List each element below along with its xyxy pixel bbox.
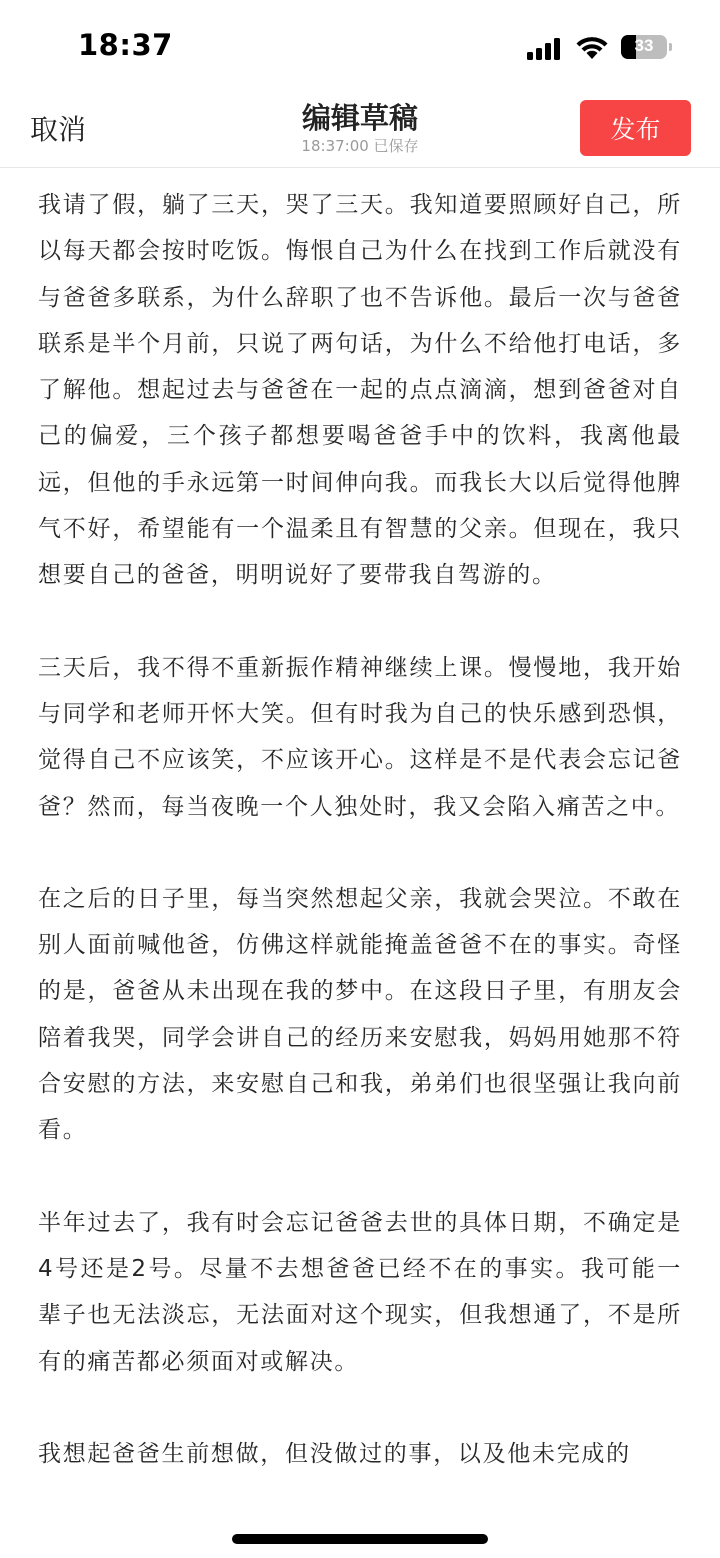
cellular-signal-icon: [527, 38, 565, 60]
battery-level: 33: [634, 36, 654, 55]
page-title: 编辑草稿: [301, 101, 418, 135]
draft-paragraph[interactable]: 我想起爸爸生前想做，但没做过的事，以及他未完成的: [38, 1440, 631, 1467]
save-status: 18:37:00 已保存: [301, 137, 419, 155]
home-indicator[interactable]: [232, 1534, 488, 1544]
cancel-button[interactable]: 取消: [30, 108, 86, 148]
status-time: 18:37: [78, 28, 173, 62]
editor-nav-bar: [0, 92, 720, 168]
status-bar: [0, 0, 720, 92]
draft-paragraph[interactable]: 半年过去了，我有时会忘记爸爸去世的具体日期，不确定是4号还是2号。尽量不去想爸爸已经不在的事实。我可能一辈子也无法淡忘，无法面对这个现实，但我想通了，不是所有的痛苦都必须面对或解决。: [38, 1209, 682, 1375]
publish-button[interactable]: 发布: [580, 100, 691, 156]
draft-editor[interactable]: [38, 182, 682, 1523]
battery-cap: [669, 43, 672, 51]
draft-paragraph[interactable]: 我请了假，躺了三天，哭了三天。我知道要照顾好自己，所以每天都会按时吃饭。悔恨自己为什么在找到工作后就没有与爸爸多联系，为什么辞职了也不告诉他。最后一次与爸爸联系是半个月前，只说了两句话，为什么不给他打电话，多了解他。想起过去与爸爸在一起的点点滴滴，想到爸爸对自己的偏爱，三个孩子都想要喝爸爸手中的饮料，我离他最远，但他的手永远第一时间伸向我。而我长大以后觉得他脾气不好，希望能有一个温柔且有智慧的父亲。但现在，我只想要自己的爸爸，明明说好了要带我自驾游的。: [38, 192, 682, 589]
draft-paragraph[interactable]: 三天后，我不得不重新振作精神继续上课。慢慢地，我开始与同学和老师开怀大笑。但有时我为自己的快乐感到恐惧，觉得自己不应该笑，不应该开心。这样是不是代表会忘记爸爸？然而，每当夜晚一个人独处时，我又会陷入痛苦之中。: [38, 654, 682, 820]
wifi-icon: [575, 34, 609, 60]
draft-paragraph[interactable]: 在之后的日子里，每当突然想起父亲，我就会哭泣。不敢在别人面前喊他爸，仿佛这样就能掩盖爸爸不在的事实。奇怪的是，爸爸从未出现在我的梦中。在这段日子里，有朋友会陪着我哭，同学会讲自己的经历来安慰我，妈妈用她那不符合安慰的方法，来安慰自己和我，弟弟们也很坚强让我向前看。: [38, 885, 682, 1144]
battery-icon: [621, 35, 667, 59]
